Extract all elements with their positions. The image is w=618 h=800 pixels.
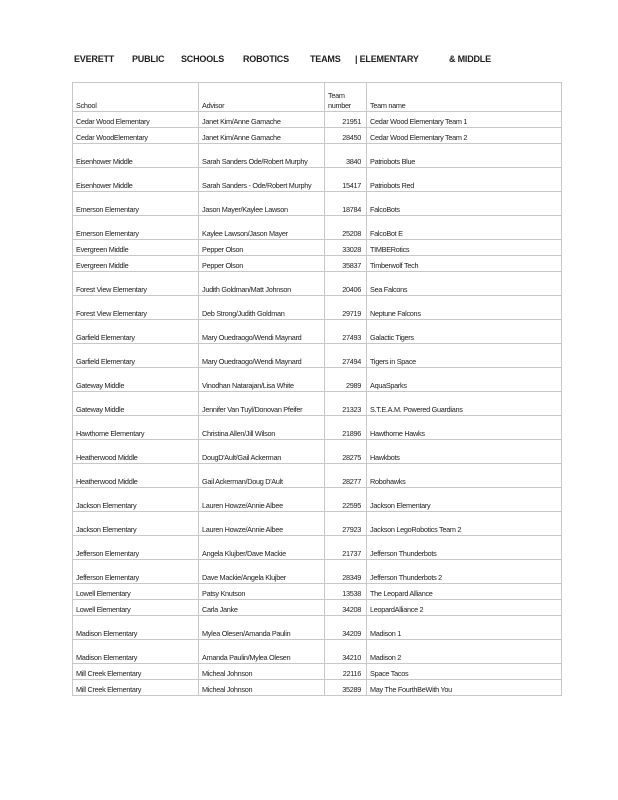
team-name-cell: Timberwolf Tech	[367, 256, 562, 272]
school-cell: Jefferson Elementary	[73, 536, 199, 560]
team-number-cell: 35837	[325, 256, 367, 272]
table-row	[73, 616, 562, 640]
team-name-cell: Space Tacos	[367, 664, 562, 680]
school-cell: Mill Creek Elementary	[73, 664, 199, 680]
school-cell: Evergreen Middle	[73, 256, 199, 272]
table-row	[73, 488, 562, 512]
table-row	[73, 512, 562, 536]
team-name-cell: Madison 1	[367, 616, 562, 640]
table-header-row	[73, 83, 562, 112]
team-name-cell: Jackson Elementary	[367, 488, 562, 512]
table-row	[73, 296, 562, 320]
table-row	[73, 640, 562, 664]
school-cell: Evergreen Middle	[73, 240, 199, 256]
team-number-cell: 34208	[325, 600, 367, 616]
school-cell: Heatherwood Middle	[73, 440, 199, 464]
table-row	[73, 584, 562, 600]
title-word: PUBLIC	[132, 54, 165, 64]
advisor-cell: Micheal Johnson	[199, 680, 325, 696]
table-row	[73, 344, 562, 368]
advisor-cell: Jason Mayer/Kaylee Lawson	[199, 192, 325, 216]
table-row	[73, 168, 562, 192]
advisor-cell: Janet Kim/Anne Gamache	[199, 128, 325, 144]
table-row	[73, 560, 562, 584]
school-cell: Jackson Elementary	[73, 512, 199, 536]
school-cell: Madison Elementary	[73, 616, 199, 640]
team-number-cell: 29719	[325, 296, 367, 320]
school-cell: Emerson Elementary	[73, 216, 199, 240]
team-number-cell: 21896	[325, 416, 367, 440]
team-name-cell: Madison 2	[367, 640, 562, 664]
title-word: TEAMS	[310, 54, 341, 64]
table-row	[73, 192, 562, 216]
school-cell: Madison Elementary	[73, 640, 199, 664]
team-name-cell: Jackson LegoRobotics Team 2	[367, 512, 562, 536]
team-name-cell: Jefferson Thunderbots	[367, 536, 562, 560]
team-name-cell: Neptune Falcons	[367, 296, 562, 320]
page-title	[74, 54, 574, 68]
advisor-cell: Mylea Olesen/Amanda Paulin	[199, 616, 325, 640]
team-name-cell: LeopardAlliance 2	[367, 600, 562, 616]
advisor-cell: Carla Janke	[199, 600, 325, 616]
robotics-teams-table	[72, 82, 562, 696]
school-cell: Garfield Elementary	[73, 320, 199, 344]
table-row	[73, 128, 562, 144]
team-number-cell: 33028	[325, 240, 367, 256]
school-cell: Jefferson Elementary	[73, 560, 199, 584]
header-school: School	[73, 83, 199, 112]
title-word: EVERETT	[74, 54, 115, 64]
team-name-cell: Sea Falcons	[367, 272, 562, 296]
table-row	[73, 144, 562, 168]
team-number-cell: 27923	[325, 512, 367, 536]
team-number-cell: 28349	[325, 560, 367, 584]
school-cell: Hawthorne Elementary	[73, 416, 199, 440]
team-number-cell: 22116	[325, 664, 367, 680]
team-number-cell: 21323	[325, 392, 367, 416]
team-name-cell: S.T.E.A.M. Powered Guardians	[367, 392, 562, 416]
school-cell: Emerson Elementary	[73, 192, 199, 216]
advisor-cell: Christina Allen/Jill Wilson	[199, 416, 325, 440]
table-row	[73, 680, 562, 696]
school-cell: Cedar Wood Elementary	[73, 112, 199, 128]
table-row	[73, 272, 562, 296]
team-number-cell: 3840	[325, 144, 367, 168]
advisor-cell: Vinodhan Natarajan/Lisa White	[199, 368, 325, 392]
team-name-cell: FalcoBots	[367, 192, 562, 216]
team-name-cell: Robohawks	[367, 464, 562, 488]
school-cell: Garfield Elementary	[73, 344, 199, 368]
school-cell: Gateway Middle	[73, 368, 199, 392]
school-cell: Lowell Elementary	[73, 600, 199, 616]
school-cell: Lowell Elementary	[73, 584, 199, 600]
advisor-cell: Pepper Olson	[199, 256, 325, 272]
team-number-cell: 18784	[325, 192, 367, 216]
school-cell: Forest View Elementary	[73, 272, 199, 296]
table-row	[73, 536, 562, 560]
team-name-cell: Cedar Wood Elementary Team 1	[367, 112, 562, 128]
team-name-cell: The Leopard Alliance	[367, 584, 562, 600]
advisor-cell: Janet Kim/Anne Gamache	[199, 112, 325, 128]
team-number-cell: 28277	[325, 464, 367, 488]
advisor-cell: Kaylee Lawson/Jason Mayer	[199, 216, 325, 240]
team-name-cell: Hawkbots	[367, 440, 562, 464]
advisor-cell: Mary Ouedraogo/Wendi Maynard	[199, 320, 325, 344]
advisor-cell: Deb Strong/Judith Goldman	[199, 296, 325, 320]
school-cell: Forest View Elementary	[73, 296, 199, 320]
table-row	[73, 392, 562, 416]
table-row	[73, 240, 562, 256]
team-name-cell: Galactic Tigers	[367, 320, 562, 344]
table-row	[73, 112, 562, 128]
team-name-cell: Hawthorne Hawks	[367, 416, 562, 440]
title-word: | ELEMENTARY	[355, 54, 419, 64]
advisor-cell: Sarah Sanders Ode/Robert Murphy	[199, 144, 325, 168]
title-word: ROBOTICS	[243, 54, 289, 64]
team-number-cell: 20406	[325, 272, 367, 296]
school-cell: Mill Creek Elementary	[73, 680, 199, 696]
advisor-cell: Micheal Johnson	[199, 664, 325, 680]
school-cell: Heatherwood Middle	[73, 464, 199, 488]
team-number-cell: 25208	[325, 216, 367, 240]
table-row	[73, 256, 562, 272]
table-row	[73, 464, 562, 488]
table-row	[73, 416, 562, 440]
table-row	[73, 368, 562, 392]
team-name-cell: TIMBERotics	[367, 240, 562, 256]
team-number-cell: 15417	[325, 168, 367, 192]
team-number-cell: 21737	[325, 536, 367, 560]
team-name-cell: Tigers in Space	[367, 344, 562, 368]
table-row	[73, 600, 562, 616]
team-number-cell: 35289	[325, 680, 367, 696]
advisor-cell: Pepper Olson	[199, 240, 325, 256]
advisor-cell: Amanda Paulin/Mylea Olesen	[199, 640, 325, 664]
title-word: & MIDDLE	[449, 54, 491, 64]
team-number-cell: 27494	[325, 344, 367, 368]
advisor-cell: DougD'Ault/Gail Ackerman	[199, 440, 325, 464]
school-cell: Gateway Middle	[73, 392, 199, 416]
team-number-cell: 21951	[325, 112, 367, 128]
team-name-cell: May The FourthBeWith You	[367, 680, 562, 696]
team-number-cell: 28450	[325, 128, 367, 144]
team-name-cell: Cedar Wood Elementary Team 2	[367, 128, 562, 144]
table-row	[73, 440, 562, 464]
team-number-cell: 22595	[325, 488, 367, 512]
team-name-cell: Patriobots Blue	[367, 144, 562, 168]
advisor-cell: Dave Mackie/Angela Klujber	[199, 560, 325, 584]
header-advisor: Advisor	[199, 83, 325, 112]
advisor-cell: Lauren Howze/Annie Albee	[199, 488, 325, 512]
advisor-cell: Jennifer Van Tuyl/Donovan Pfeifer	[199, 392, 325, 416]
school-cell: Cedar WoodElementary	[73, 128, 199, 144]
team-name-cell: Patriobots Red	[367, 168, 562, 192]
school-cell: Jackson Elementary	[73, 488, 199, 512]
advisor-cell: Mary Ouedraogo/Wendi Maynard	[199, 344, 325, 368]
advisor-cell: Lauren Howze/Annie Albee	[199, 512, 325, 536]
team-number-cell: 2989	[325, 368, 367, 392]
team-name-cell: Jefferson Thunderbots 2	[367, 560, 562, 584]
team-number-cell: 34209	[325, 616, 367, 640]
advisor-cell: Angela Klujber/Dave Mackie	[199, 536, 325, 560]
team-number-cell: 13538	[325, 584, 367, 600]
advisor-cell: Gail Ackerman/Doug D'Ault	[199, 464, 325, 488]
team-number-cell: 28275	[325, 440, 367, 464]
header-team-number: Team number	[325, 83, 367, 112]
team-number-cell: 27493	[325, 320, 367, 344]
team-number-cell: 34210	[325, 640, 367, 664]
school-cell: Eisenhower Middle	[73, 144, 199, 168]
header-team-name: Team name	[367, 83, 562, 112]
school-cell: Eisenhower Middle	[73, 168, 199, 192]
title-word: SCHOOLS	[181, 54, 225, 64]
team-name-cell: AquaSparks	[367, 368, 562, 392]
team-name-cell: FalcoBot E	[367, 216, 562, 240]
table-row	[73, 216, 562, 240]
advisor-cell: Sarah Sanders - Ode/Robert Murphy	[199, 168, 325, 192]
advisor-cell: Judith Goldman/Matt Johnson	[199, 272, 325, 296]
table-row	[73, 320, 562, 344]
table-row	[73, 664, 562, 680]
advisor-cell: Patsy Knutson	[199, 584, 325, 600]
